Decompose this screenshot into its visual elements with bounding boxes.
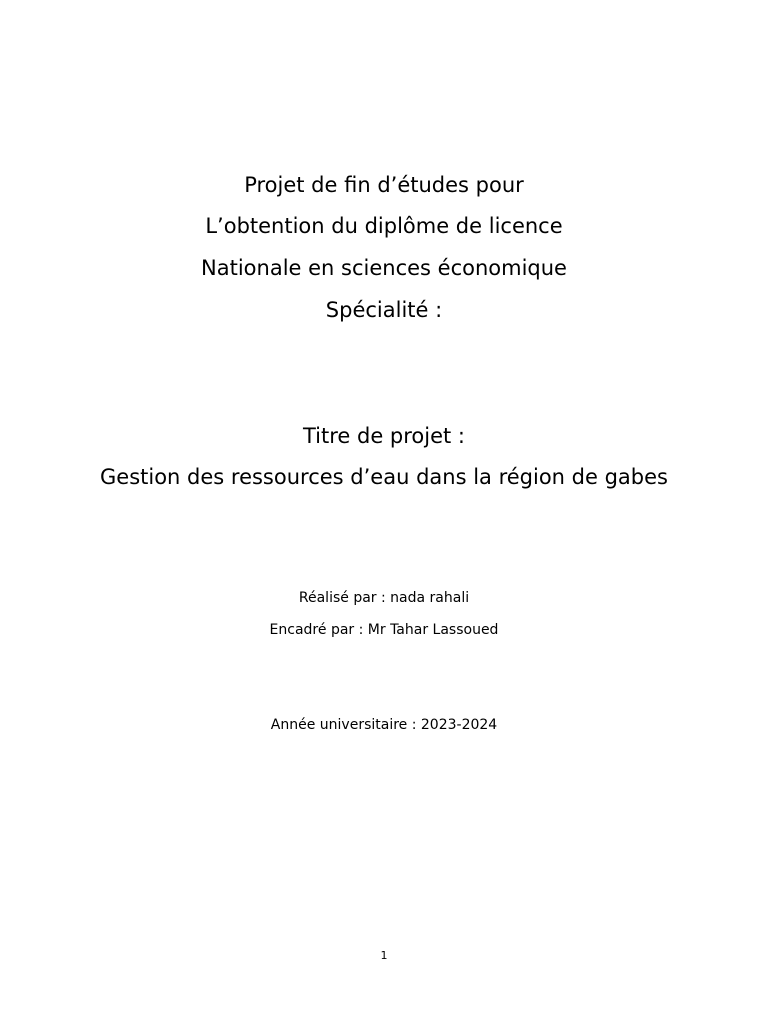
- page-number: 1: [380, 949, 388, 962]
- project-title: Gestion des ressources d’eau dans la région de gabes: [100, 465, 668, 489]
- project-title-label: Titre de projet :: [302, 424, 466, 448]
- realise-par-line: Réalisé par : nada rahali: [298, 590, 470, 606]
- specialty-line: Spécialité :: [325, 298, 443, 322]
- academic-year-line: Année universitaire : 2023-2024: [270, 717, 498, 733]
- intro-line-3: Nationale en sciences économique: [201, 256, 567, 280]
- intro-line-2: L’obtention du diplôme de licence: [205, 214, 563, 238]
- encadre-par-line: Encadré par : Mr Tahar Lassoued: [269, 622, 499, 638]
- intro-line-1: Projet de fin d’études pour: [244, 173, 524, 197]
